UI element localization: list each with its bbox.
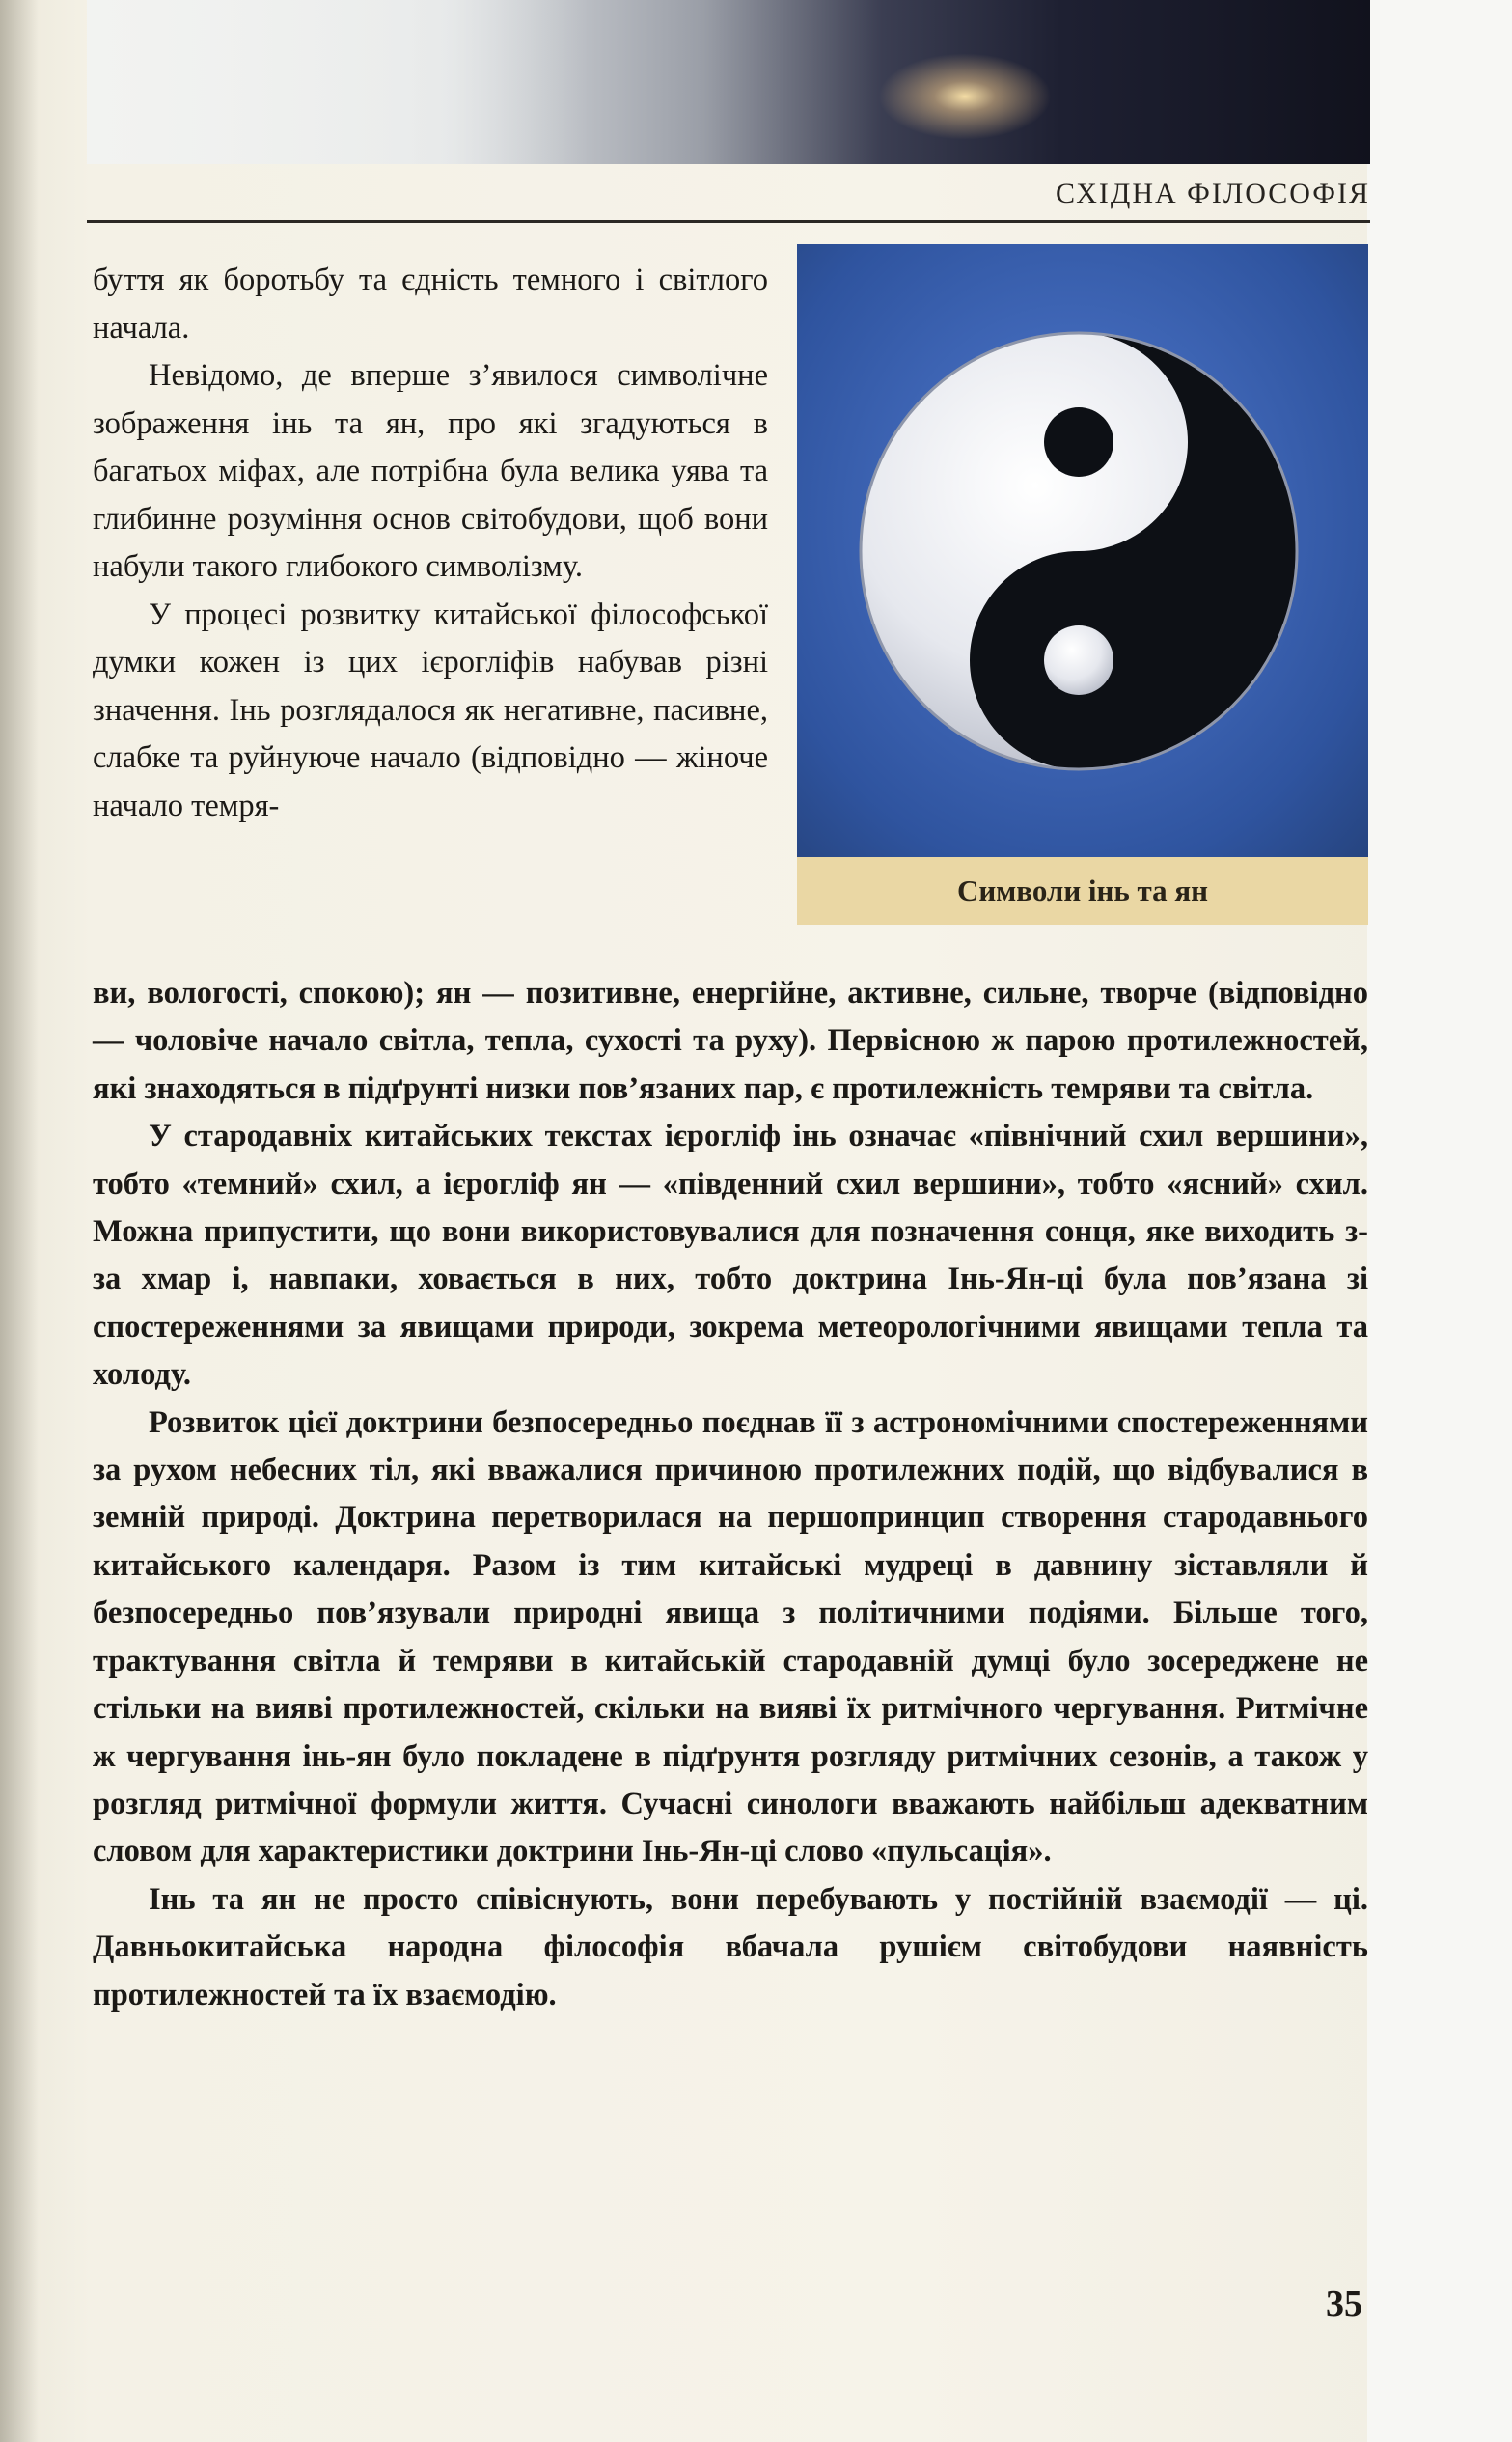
paragraph: Розвиток цієї доктрини безпосередньо поєднав її з астрономічними спостереженнями за рухом небесних тіл, які вважалися причиною протилежних подій, що відбувалися в земній природі. Доктрина перетворилася на першопринцип створення стародавнього китайського календаря. Разом із тим китайські мудреці в давнину зіставляли й безпосередньо пов’язували природні явища з політичними подіями. Більше того, трактування світла й темряви в китайській стародавній думці було зосереджене не стільки на вияві протилежностей, скільки на вияві їх ритмічного чергування. Ритмічне ж чергування інь-ян було покладене в підґрунтя розгляду ритмічних сезонів, а також у розгляд ритмічної формули життя. Сучасні синологи вважають найбільш адекватним словом для характеристики доктрини Інь-Ян-ці слово «пульсація». xyxy=(93,1404,1368,1870)
figure-caption: Символи інь та ян xyxy=(797,857,1368,925)
paragraph: Інь та ян не просто співіснують, вони перебувають у постійній взаємодії — ці. Давньокитайська народна філософія вбачала рушієм світобудови наявність протилежностей та їх взаємодію. xyxy=(93,1881,1368,2012)
banner-fade xyxy=(87,0,589,164)
paragraph: У процесі розвитку китайської філософської думки кожен із цих ієрогліфів набував різні значення. Інь розглядалося як негативне, пасивне, слабке та руйнуюче начало (відповідно — жіноче начало темря- xyxy=(93,597,768,823)
header-banner-image xyxy=(87,0,1370,164)
star-glow-icon xyxy=(878,53,1052,140)
header-rule xyxy=(87,220,1370,223)
right-margin xyxy=(1367,0,1512,2442)
running-head: СХІДНА ФІЛОСОФІЯ xyxy=(1056,178,1370,209)
paragraph: У стародавніх китайських текстах ієрогліф інь означає «північний схил вершини», тобто «темний» схил, а ієрогліф ян — «південний схил вершини», тобто «ясний» схил. Можна припустити, що вони використовувалися для позначення сонця, яке виходить з-за хмар і, навпаки, ховається в них, тобто доктрина Інь-Ян-ці була пов’язана зі спостереженнями за явищами природи, зокрема метеорологічними явищами тепла та холоду. xyxy=(93,1119,1368,1393)
paragraph: буття як боротьбу та єдність темного і світлого начала. xyxy=(93,263,768,346)
text-column-narrow xyxy=(93,257,768,830)
paragraph: Невідомо, де вперше з’явилося символічне зображення інь та ян, про які згадуються в багатьох міфах, але потрібна була велика уява та глибинне розуміння основ світобудови, щоб вони набули такого глибокого символізму. xyxy=(93,358,768,584)
yin-yang-icon xyxy=(797,244,1368,857)
text-column-wide xyxy=(93,970,1368,2019)
page-number: 35 xyxy=(1326,2284,1362,2324)
spine-shadow xyxy=(0,0,39,2442)
figure-image xyxy=(797,244,1368,857)
figure xyxy=(797,244,1368,925)
paragraph: ви, вологості, спокою); ян — позитивне, енергійне, активне, сильне, творче (відповідно — чоловіче начало світла, тепла, сухості та руху). Первісною ж парою протилежностей, які знаходяться в підґрунті низки пов’язаних пар, є протилежність темряви та світла. xyxy=(93,976,1368,1106)
